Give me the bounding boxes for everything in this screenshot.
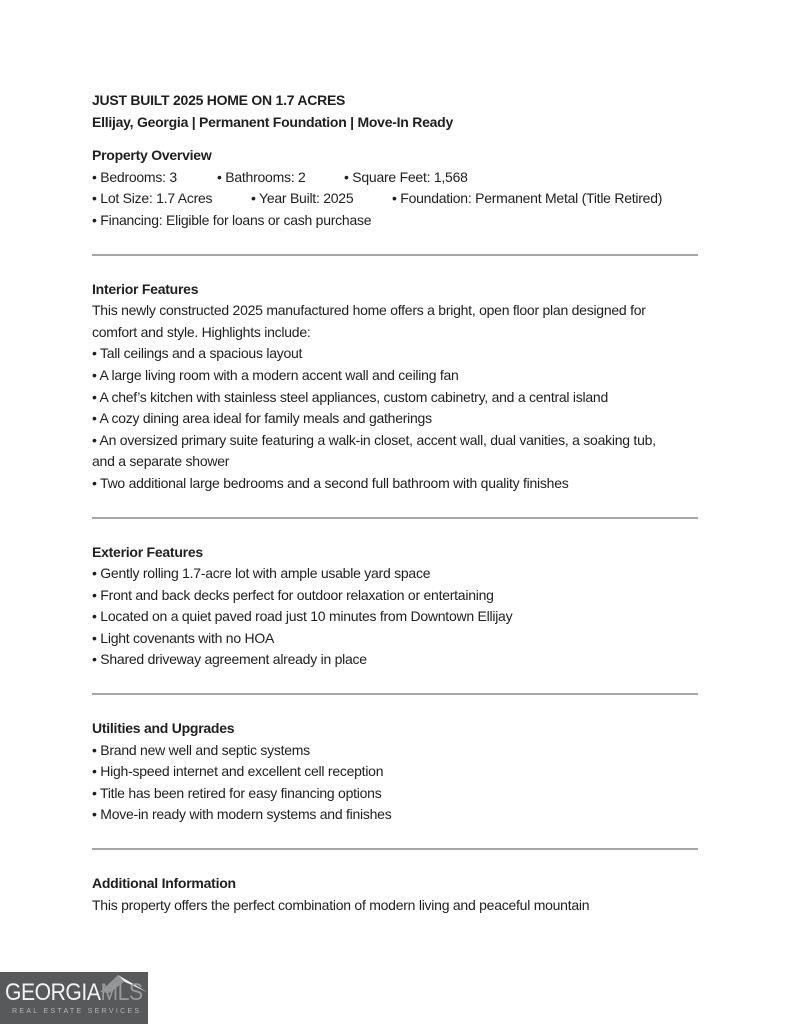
bullet-line: • A cozy dining area ideal for family meals and gatherings: [92, 410, 432, 427]
bullet-columns-row: [92, 188, 712, 210]
bullet-line: • An oversized primary suite featuring a walk-in closet, accent wall, dual vanities, a soaking tub,: [92, 431, 656, 448]
section-divider: [92, 517, 698, 519]
text-line: comfort and style. Highlights include:: [92, 323, 311, 340]
document-title: JUST BUILT 2025 HOME ON 1.7 ACRES: [92, 92, 346, 108]
georgia-mls-logo: [0, 972, 148, 1024]
section-heading: Utilities and Upgrades: [92, 720, 235, 737]
bullet-item: • Bathrooms: 2: [217, 168, 306, 185]
bullet-line: • Shared driveway agreement already in place: [92, 651, 367, 668]
logo-brand-text: [5, 979, 143, 1007]
section-heading: Exterior Features: [92, 543, 203, 560]
bullet-line: • Front and back decks perfect for outdoor relaxation or entertaining: [92, 586, 494, 603]
section-divider: [92, 693, 698, 695]
bullet-item: • Square Feet: 1,568: [344, 168, 468, 185]
bullet-columns-row: [92, 167, 712, 189]
sections-container: [92, 145, 712, 916]
logo-brand-primary: GEORGIA: [5, 979, 101, 1006]
text-line: This property offers the perfect combination of modern living and peaceful mountain: [92, 896, 590, 913]
bullet-line: • Light covenants with no HOA: [92, 629, 275, 646]
document-content: [92, 90, 712, 916]
section-divider: [92, 254, 698, 256]
bullet-line: • Tall ceilings and a spacious layout: [92, 345, 303, 362]
bullet-item: • Bedrooms: 3: [92, 168, 177, 185]
bullet-line: • Brand new well and septic systems: [92, 741, 310, 758]
bullet-line: • Gently rolling 1.7-acre lot with ample usable yard space: [92, 565, 431, 582]
bullet-line: • Financing: Eligible for loans or cash purchase: [92, 211, 372, 228]
bullet-item: • Foundation: Permanent Metal (Title Retired): [392, 190, 663, 207]
bullet-line: • High-speed internet and excellent cell reception: [92, 763, 384, 780]
bullet-line: • Located on a quiet paved road just 10 minutes from Downtown Ellijay: [92, 608, 513, 625]
logo-brand-secondary: MLS: [100, 979, 143, 1006]
bullet-item: • Year Built: 2025: [251, 190, 354, 207]
section-heading: Interior Features: [92, 280, 199, 297]
bullet-line: • A chef’s kitchen with stainless steel appliances, custom cabinetry, and a central island: [92, 388, 608, 405]
logo-tagline: REAL ESTATE SERVICES: [12, 1008, 142, 1015]
section-divider: [92, 848, 698, 850]
section-heading: Additional Information: [92, 875, 236, 892]
text-line: and a separate shower: [92, 453, 230, 470]
bullet-line: • Move-in ready with modern systems and finishes: [92, 806, 392, 823]
text-line: This newly constructed 2025 manufactured home offers a bright, open floor plan designed for: [92, 302, 646, 319]
bullet-item: • Lot Size: 1.7 Acres: [92, 190, 213, 207]
bullet-line: • A large living room with a modern accent wall and ceiling fan: [92, 366, 459, 383]
document-subtitle: Ellijay, Georgia | Permanent Foundation | Move-In Ready: [92, 113, 454, 130]
section-heading: Property Overview: [92, 147, 212, 164]
bullet-line: • Two additional large bedrooms and a second full bathroom with quality finishes: [92, 474, 569, 491]
bullet-line: • Title has been retired for easy financing options: [92, 784, 382, 801]
